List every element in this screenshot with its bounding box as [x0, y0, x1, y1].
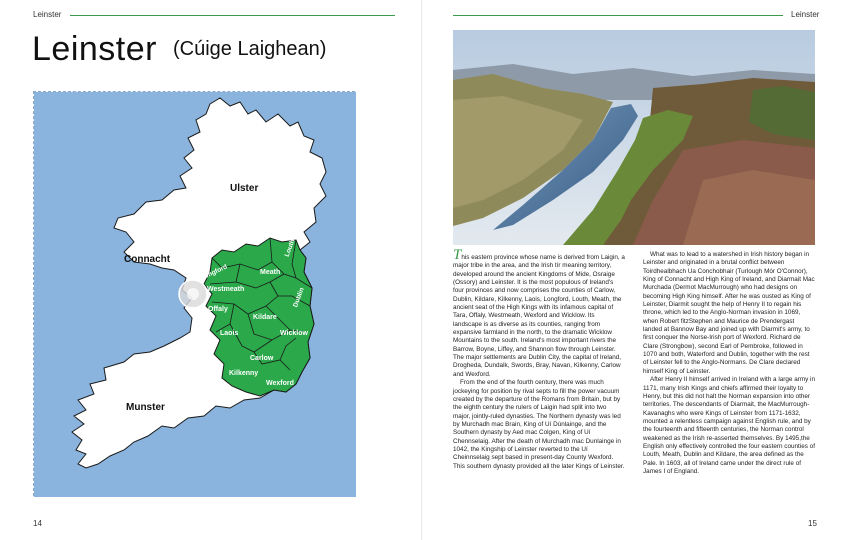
page-subtitle: (Cúige Laighean)	[173, 38, 327, 60]
label-wexford: Wexford	[266, 380, 294, 387]
label-connacht: Connacht	[124, 254, 171, 265]
label-louth: Louth	[283, 238, 297, 258]
label-ulster: Ulster	[230, 183, 259, 194]
article-paragraph-1: This eastern province whose name is derived from Laigin, a major tribe in the area, and the Irish tír meaning territory, developed around the ancient Kingdoms of Mide, Osraige (Ossory) and Leinster. It is the most populous of Ireland's four provinces and now comprises the counties of Carlow, Dublin, Kildare, Kilkenny, Laois, Longford, Louth, Meath, the ancient seat of the High Kings with its infamous capital of Tara, Offaly, Westmeath, Wexford and Wicklow. Its landscape is as diverse as its counties, ranging from expansive farmland in the north, to the dramatic Wicklow Mountains to the south. Ireland's most important rivers the Barrow, Boyne, Liffey, and Shannon flow through Leinster. The major settlements are Dublin City, the capital of Ireland, Drogheda, Dundalk, Swords, Bray, Navan, Kilkenny, Carlow and Wexford.	[453, 247, 625, 378]
label-laois: Laois	[220, 330, 239, 337]
running-head-right: Leinster	[791, 10, 820, 19]
label-carlow: Carlow	[250, 355, 274, 362]
label-kilkenny: Kilkenny	[229, 370, 259, 377]
page-number-left: 14	[33, 519, 42, 528]
article-paragraph-3: What was to lead to a watershed in Irish history began in Leinster and originated in a brutal conflict between Toirdhealbhach Ua Conchobhair (Turlough Mór O'Connor), King of Connacht and High King of Ireland, and Diarmait Mac Murchada (Dermot MacMurrough) who had designs on becoming High King himself. After he was ousted as King of Leinster, Diarmit sought the help of Henry II to regain his throne, which led to the Anglo-Norman invasion in 1069, when Robert fitzStephen and Maurice de Prendergast landed at Bannow Bay and joined up with Diarmit's army, to first conquer the Norse-Irish port of Wexford. Richard de Clare (Strongbow), second Earl of Pembroke, followed in 1070 and both, Waterford and Dublin, together with the rest of Leinster fell to the Anglo-Normans. De Clare declared himself King of Leinster.	[643, 251, 815, 375]
label-meath: Meath	[260, 269, 281, 276]
running-head-left: Leinster	[33, 10, 62, 19]
article-column-1	[453, 247, 625, 471]
label-munster: Munster	[126, 402, 165, 413]
label-dublin: Dublin	[292, 286, 306, 309]
article-paragraph-4: After Henry II himself arrived in Ireland with a large army in 1171, many Irish Kings and chiefs affirmed their loyalty to Henry, but this did not halt the Norman expansion into other territories. The descendants of Diarmait, the MacMurrough-Kavanaghs who were Kings of Leinster from 1171-1632, mounted a relentless campaign against English rule, and by the fourteenth and fifteenth centuries, the Norman control weakened as the Irish re-asserted themselves. By 1495,the English only effectively controlled the four eastern counties of Louth, Meath, Dublin and Kildare, the area defined as the Pale. In 1603, all of Ireland came under the direct rule of James I of England.	[643, 376, 815, 475]
photo-heather-foreground	[683, 170, 815, 245]
leinster-map	[33, 91, 355, 496]
label-westmeath: Westmeath	[207, 286, 245, 293]
header-rule-left	[70, 15, 395, 16]
highlight-marker-center	[187, 288, 199, 300]
label-wicklow: Wicklow	[280, 330, 308, 337]
page-title: Leinster	[32, 30, 157, 68]
page-number-right: 15	[808, 519, 817, 528]
drop-cap: T	[453, 247, 462, 263]
header-rule-right	[453, 15, 783, 16]
label-kildare: Kildare	[253, 314, 277, 321]
map-graphic	[34, 92, 356, 497]
label-longford: Longford	[199, 263, 229, 282]
label-offaly: Offaly	[208, 306, 228, 313]
article-paragraph-2: From the end of the fourth century, there was much jockeying for position by rival septs to fill the power vacuum created by the departure of the Romans from Britain, but by the eighth century the rulers of Laigin had split into two major, jointly-ruled dynasties. The Northern dynasty was led by Murchadh mac Brain, King of Uí Dúnlainge, and the Southern dynasty by Aed mac Colgen, King of Uí Chennselaig. After the death of Murchadh mac Dunlainge in 1042, the Kingship of Leinster reverted to the Uí Cheinnselaig sept based in present-day County Wexford. This southern dynasty provided all the later Kings of Leinster.	[453, 379, 625, 470]
article-column-2	[643, 251, 815, 476]
landscape-photo-icon	[453, 30, 815, 245]
